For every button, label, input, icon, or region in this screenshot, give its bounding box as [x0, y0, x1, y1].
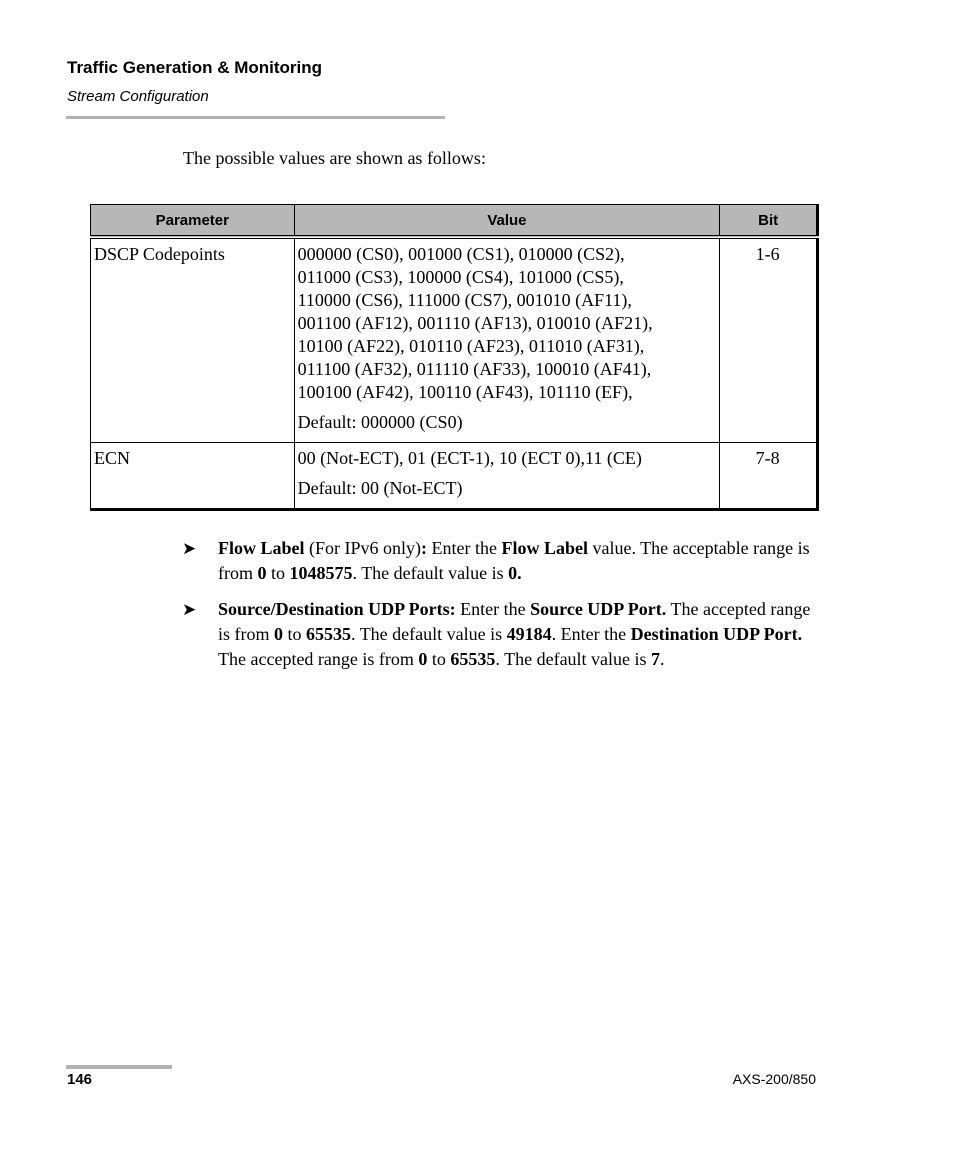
value-line: 011000 (CS3), 100000 (CS4), 101000 (CS5),: [297, 267, 624, 287]
bullet-flow-label: [182, 536, 822, 586]
range-min: 0: [257, 563, 267, 583]
bullet-text: to: [266, 563, 290, 583]
default-value: Default: 000000 (CS0): [297, 412, 463, 432]
intro-paragraph: The possible values are shown as follows:: [183, 148, 486, 168]
bullet-text: The accepted range is from: [218, 649, 419, 669]
default-value: 0.: [508, 563, 522, 583]
range-max: 65535: [306, 624, 352, 644]
bullet-text: to: [427, 649, 451, 669]
bullet-arrow-icon: ➤: [182, 539, 197, 558]
range-max: 1048575: [289, 563, 353, 583]
cell-bit: 7-8: [720, 443, 818, 510]
value-line: 001100 (AF12), 001110 (AF13), 010010 (AF21),: [297, 313, 653, 333]
bullet-udp-ports: [182, 597, 822, 672]
bullet-text: (For IPv6 only): [304, 538, 422, 558]
table-row: [91, 443, 818, 510]
running-header-title: Traffic Generation & Monitoring: [67, 58, 323, 77]
column-header-parameter: Parameter: [91, 205, 295, 238]
column-header-bit: Bit: [720, 205, 818, 238]
range-min: 0: [418, 649, 428, 669]
column-header-value: Value: [294, 205, 720, 238]
header-rule: [66, 116, 445, 119]
default-value: 49184: [506, 624, 552, 644]
cell-bit: 1-6: [720, 237, 818, 443]
bullet-text: . The default value is: [495, 649, 652, 669]
default-value: 7: [651, 649, 661, 669]
bullet-list: [182, 536, 822, 683]
bullet-arrow-icon: ➤: [182, 600, 197, 619]
running-header-subtitle: Stream Configuration: [67, 88, 209, 105]
value-line: 00 (Not-ECT), 01 (ECT-1), 10 (ECT 0),11 (CE): [297, 448, 642, 468]
term-udp-ports: Source/Destination UDP Ports:: [218, 599, 456, 619]
default-value: Default: 00 (Not-ECT): [297, 478, 463, 498]
footer-rule: [66, 1065, 172, 1069]
table-header-row: [91, 205, 818, 238]
product-name: AXS-200/850: [732, 1071, 816, 1087]
cell-value: [294, 443, 720, 510]
table-row: [91, 237, 818, 443]
term-source-udp-port: Source UDP Port.: [530, 599, 667, 619]
bullet-text: Enter the: [455, 599, 531, 619]
bullet-text: to: [283, 624, 307, 644]
value-line: 100100 (AF42), 100110 (AF43), 101110 (EF),: [297, 382, 633, 402]
value-line: 110000 (CS6), 111000 (CS7), 001010 (AF11),: [297, 290, 632, 310]
bullet-text: . The default value is: [351, 624, 507, 644]
bullet-text: . Enter the: [551, 624, 631, 644]
range-min: 0: [274, 624, 283, 644]
bullet-text: . The default value is: [352, 563, 509, 583]
bullet-emphasis: :: [421, 538, 428, 558]
term-destination-udp-port: Destination UDP Port.: [630, 624, 803, 644]
bullet-text: Enter the: [427, 538, 502, 558]
cell-value: [294, 237, 720, 443]
range-max: 65535: [450, 649, 496, 669]
page-number: 146: [67, 1071, 93, 1088]
value-line: 10100 (AF22), 010110 (AF23), 011010 (AF31),: [297, 336, 645, 356]
value-line: 011100 (AF32), 011110 (AF33), 100010 (AF41),: [297, 359, 652, 379]
bullet-text: value. The acceptable range is from: [218, 538, 810, 583]
term-flow-label: Flow Label: [218, 538, 305, 558]
bullet-text: The accepted range is from: [218, 599, 811, 644]
cell-parameter: DSCP Codepoints: [91, 237, 295, 443]
bullet-text: .: [660, 649, 665, 669]
dscp-ecn-table: [90, 204, 819, 511]
term-flow-label: Flow Label: [501, 538, 589, 558]
value-line: 000000 (CS0), 001000 (CS1), 010000 (CS2),: [297, 244, 625, 264]
cell-parameter: ECN: [91, 443, 295, 510]
